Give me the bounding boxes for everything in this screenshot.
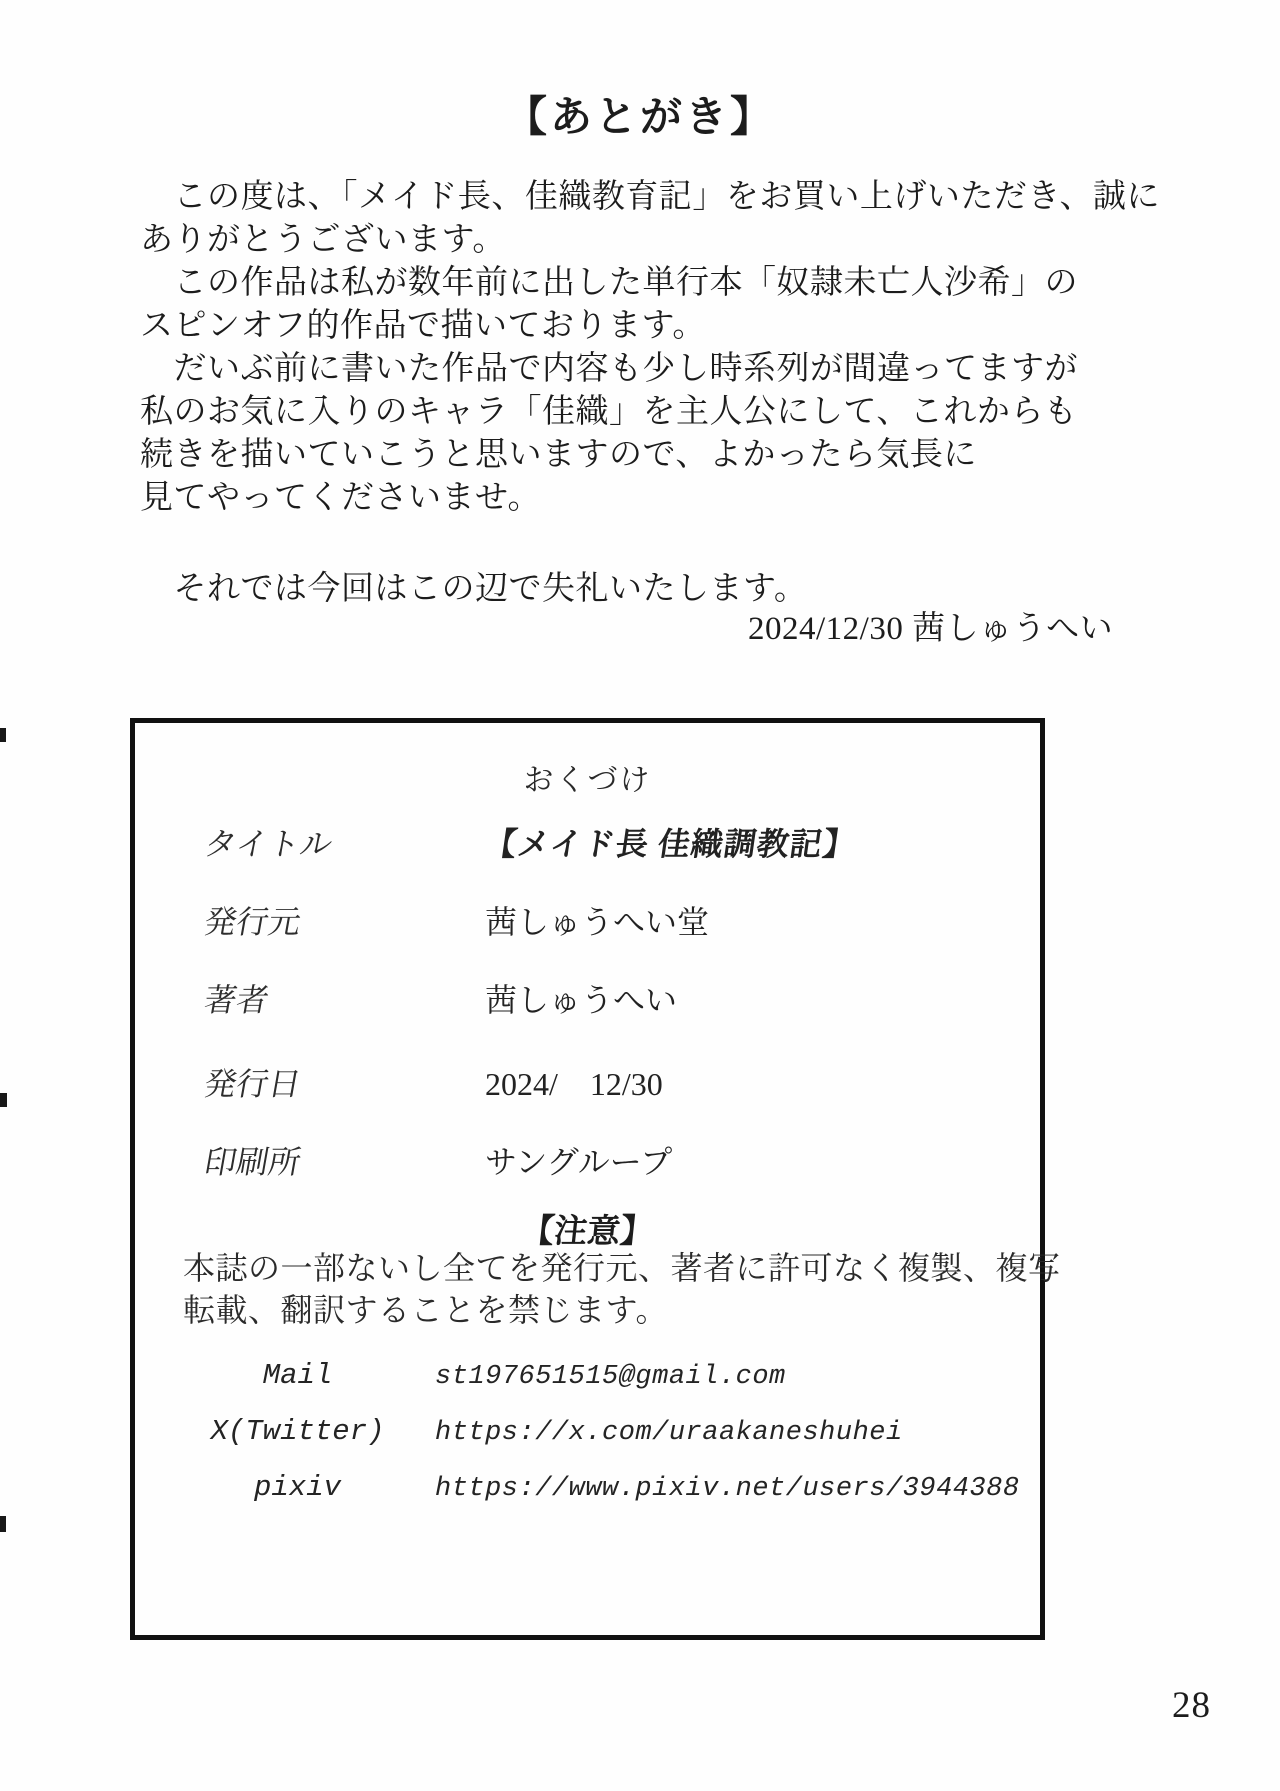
mail-label: Mail: [262, 1359, 333, 1392]
notice-text: [183, 1247, 1061, 1331]
mail-address: st197651515@gmail.com: [435, 1362, 786, 1392]
afterword-line: スピンオフ的作品で描いております。: [140, 308, 706, 344]
afterword-body: [140, 176, 1200, 520]
notice-heading: 【注意】: [519, 1214, 656, 1250]
colophon-heading: おくづけ: [523, 764, 652, 797]
scan-artifact: [0, 1516, 6, 1532]
notice-line: 本誌の一部ないし全てを発行元、著者に許可なく複製、複写: [183, 1250, 1061, 1286]
printer-label: 印刷所: [201, 1144, 304, 1180]
title-label: タイトル: [201, 826, 336, 862]
afterword-line: 続きを描いていこうと思いますので、よかったら気長に: [140, 437, 977, 473]
title-value: 【メイド長 佳織調教記】: [482, 826, 859, 862]
page-title: 【あとがき】: [504, 95, 775, 141]
contact-row-mail: [190, 1359, 1040, 1392]
contact-row-pixiv: [190, 1471, 1040, 1504]
pixiv-url: https://www.pixiv.net/users/3944388: [435, 1474, 1020, 1504]
twitter-label: X(Twitter): [210, 1415, 385, 1448]
issue-date-label: 発行日: [201, 1066, 304, 1102]
afterword-line: だいぶ前に書いた作品で内容も少し時系列が間違ってますが: [140, 351, 1078, 387]
contact-row-twitter: [190, 1415, 1040, 1448]
afterword-line: この作品は私が数年前に出した単行本「奴隷未亡人沙希」の: [140, 265, 1078, 301]
pixiv-label: pixiv: [253, 1471, 341, 1504]
afterword-line: この度は、「メイド長、佳織教育記」をお買い上げいただき、誠に: [140, 179, 1161, 215]
twitter-url: https://x.com/uraakaneshuhei: [435, 1418, 903, 1448]
colophon-row-title: [201, 819, 1005, 865]
issue-date-value: 2024/ 12/30: [485, 1066, 663, 1102]
colophon-row-issue-date: [201, 1059, 1005, 1105]
scan-artifact: [0, 728, 6, 742]
colophon-row-printer: [201, 1137, 1005, 1183]
colophon-box: [130, 718, 1061, 1640]
afterword-line: 私のお気に入りのキャラ「佳織」を主人公にして、これからも: [140, 394, 1078, 430]
scan-artifact: [0, 1093, 7, 1107]
printer-value: サングループ: [485, 1144, 673, 1180]
date-signature: 2024/12/30 茜しゅうへい: [748, 611, 1114, 647]
afterword-line: ありがとうございます。: [140, 222, 506, 258]
publisher-value: 茜しゅうへい堂: [485, 904, 710, 940]
publisher-label: 発行元: [201, 904, 304, 940]
colophon-row-publisher: [201, 897, 1005, 943]
colophon-row-author: [201, 975, 1005, 1021]
page-number: 28: [1172, 1685, 1211, 1726]
notice-line: 転載、翻訳することを禁じます。: [183, 1292, 668, 1328]
author-label: 著者: [201, 982, 272, 1018]
author-value: 茜しゅうへい: [485, 982, 678, 1018]
afterword-line: 見てやってくださいませ。: [140, 480, 542, 516]
closing-line: それでは今回はこの辺で失礼いたします。: [140, 571, 808, 607]
